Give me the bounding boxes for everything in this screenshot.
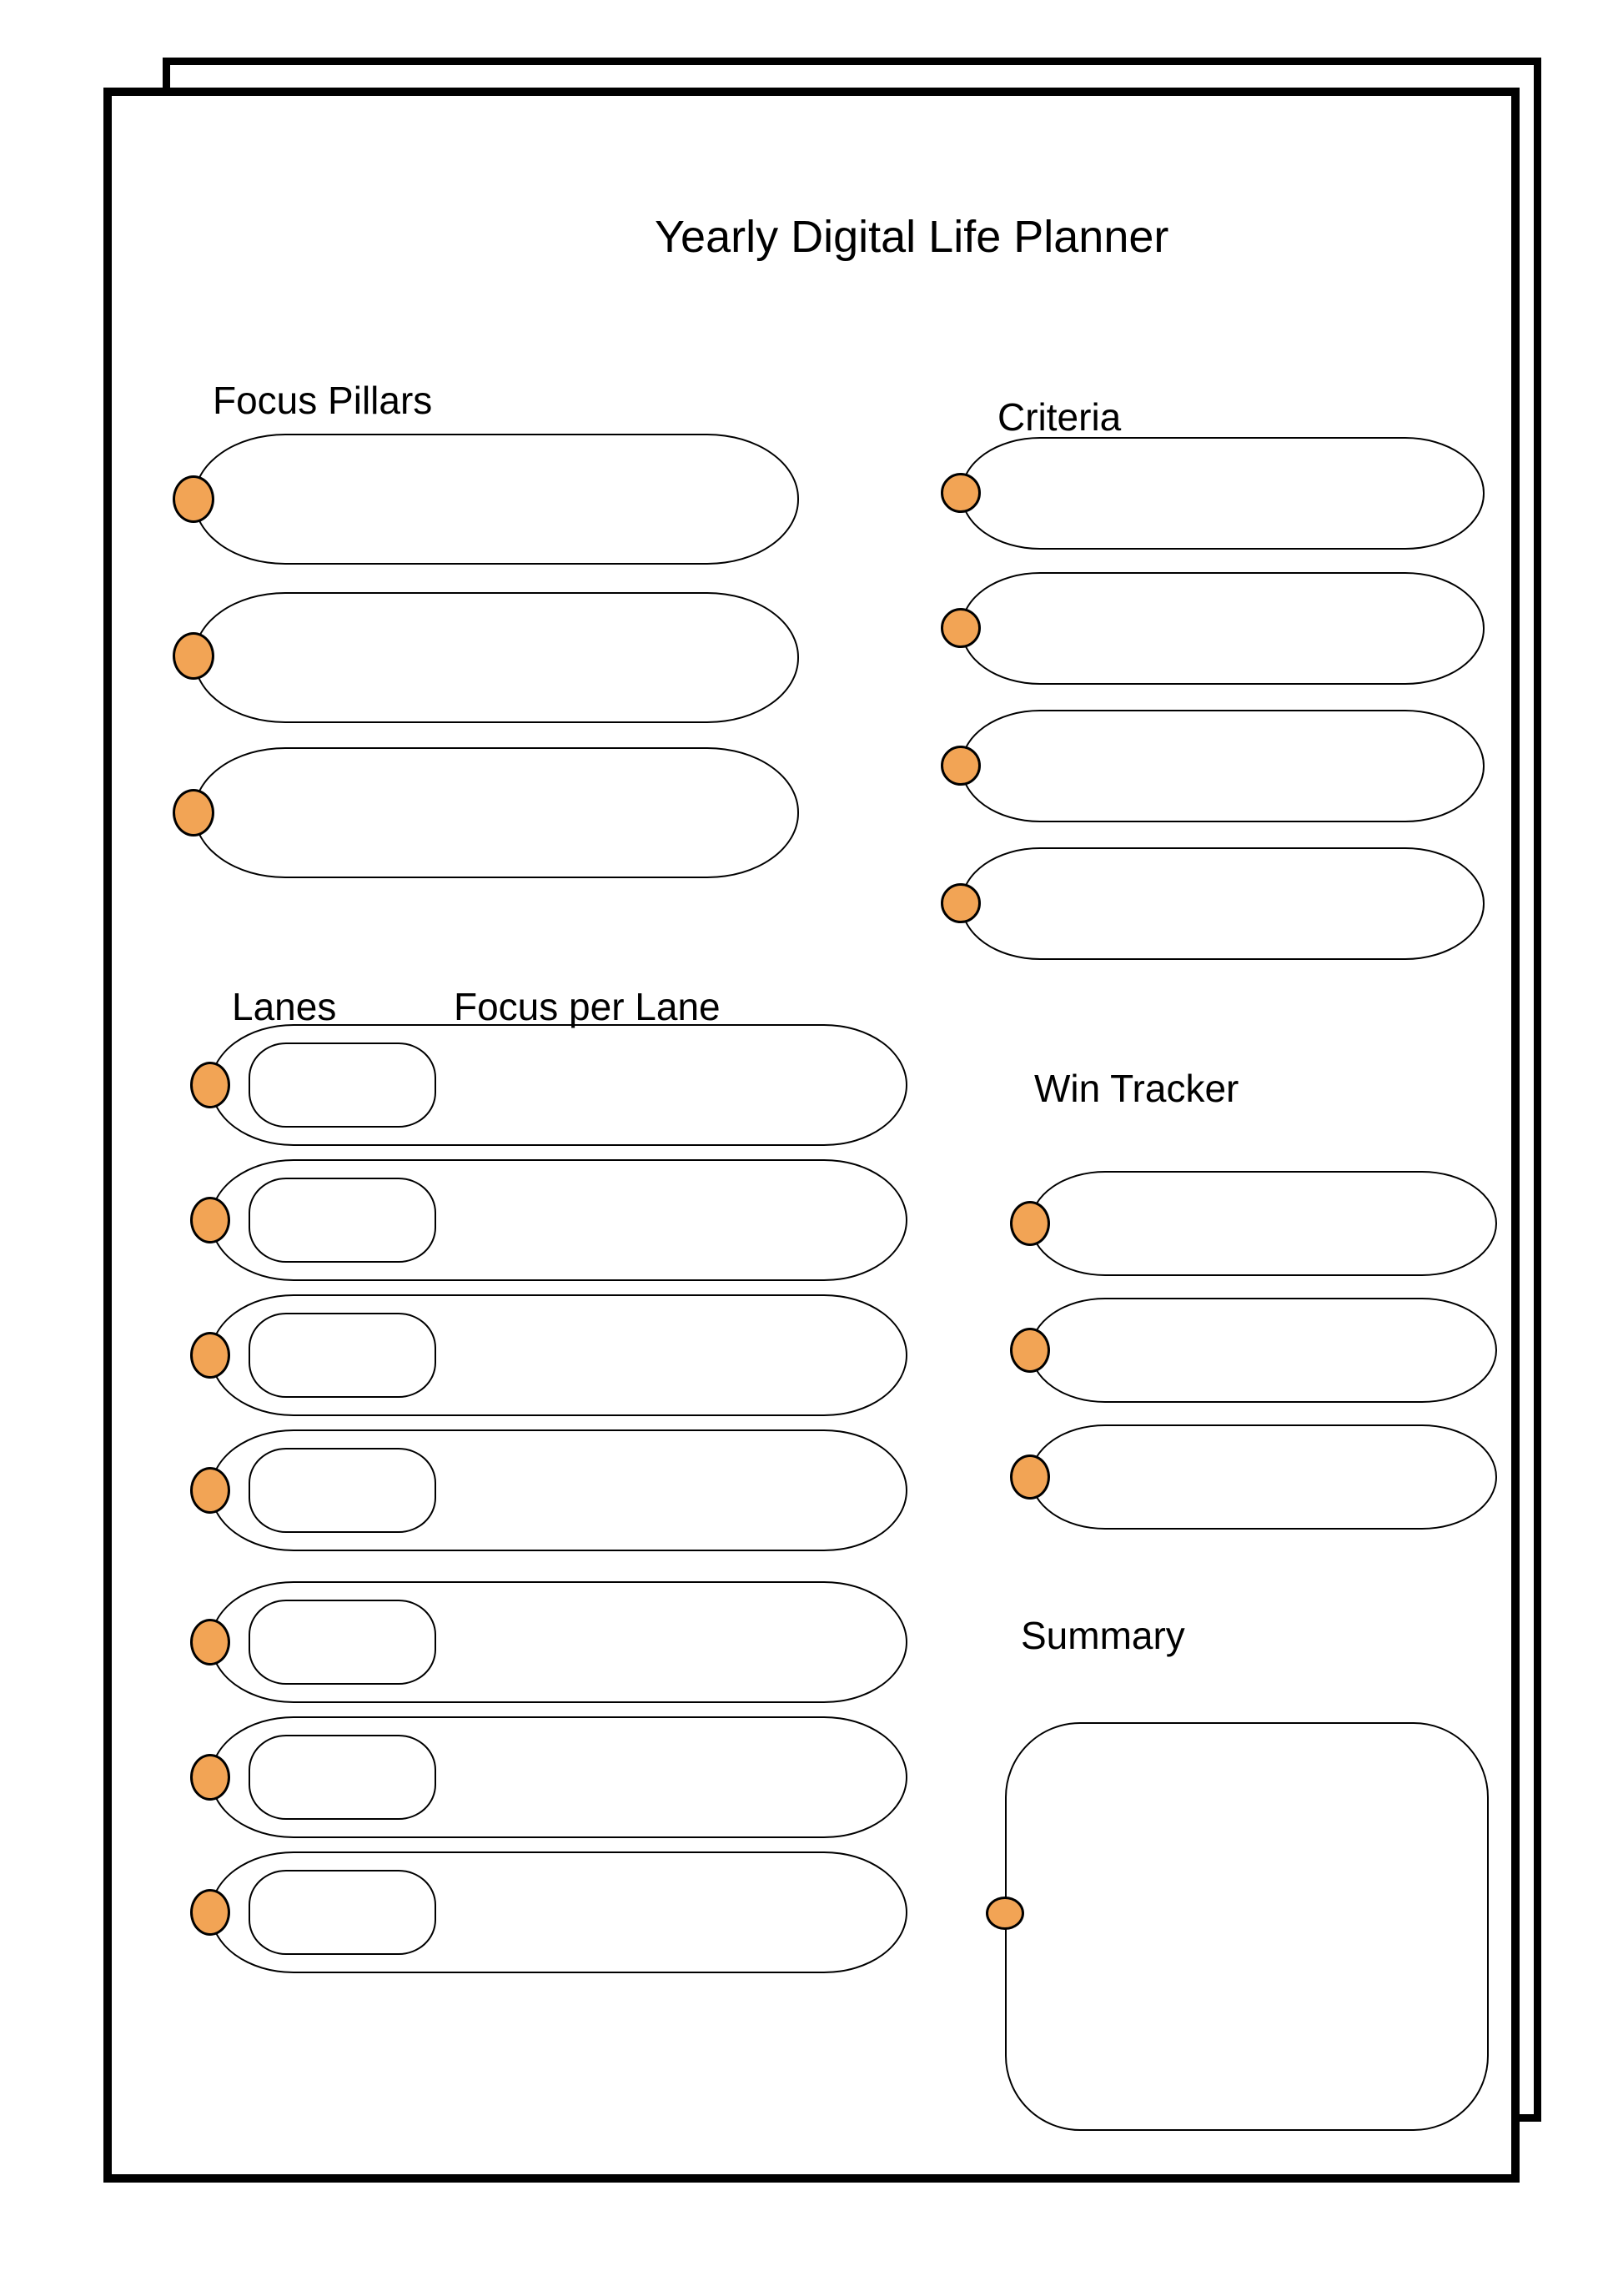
win-tracker-heading: Win Tracker	[1034, 1067, 1239, 1110]
win-tracker-slot[interactable]	[1030, 1424, 1497, 1530]
connector-dot-icon	[190, 1619, 230, 1665]
focus-pillars-heading: Focus Pillars	[213, 379, 433, 422]
lanes-heading: Lanes	[232, 985, 337, 1028]
connector-dot-icon	[941, 883, 981, 923]
focus-pillar-slot[interactable]	[193, 434, 799, 565]
lane-name-slot[interactable]	[249, 1313, 436, 1398]
focus-pillar-slot[interactable]	[193, 592, 799, 723]
focus-per-lane-heading: Focus per Lane	[454, 985, 721, 1028]
win-tracker-slot[interactable]	[1030, 1171, 1497, 1276]
connector-dot-icon	[173, 475, 214, 523]
lane-name-slot[interactable]	[249, 1600, 436, 1685]
connector-dot-icon	[190, 1467, 230, 1514]
lane-name-slot[interactable]	[249, 1178, 436, 1263]
connector-dot-icon	[941, 473, 981, 513]
connector-dot-icon	[190, 1889, 230, 1936]
connector-dot-icon	[173, 789, 214, 837]
connector-dot-icon	[1010, 1328, 1050, 1373]
connector-dot-icon	[190, 1332, 230, 1379]
focus-pillar-slot[interactable]	[193, 747, 799, 878]
lane-name-slot[interactable]	[249, 1735, 436, 1820]
connector-dot-icon	[190, 1754, 230, 1801]
page-title: Yearly Digital Life Planner	[655, 212, 1169, 262]
lane-name-slot[interactable]	[249, 1042, 436, 1128]
summary-box-slot[interactable]	[1005, 1722, 1489, 2131]
connector-dot-icon	[190, 1062, 230, 1108]
connector-dot-icon	[173, 632, 214, 680]
connector-dot-icon	[1010, 1454, 1050, 1500]
criteria-slot[interactable]	[961, 847, 1485, 960]
lane-name-slot[interactable]	[249, 1870, 436, 1955]
connector-dot-icon	[941, 746, 981, 786]
criteria-slot[interactable]	[961, 572, 1485, 685]
lane-name-slot[interactable]	[249, 1448, 436, 1533]
win-tracker-slot[interactable]	[1030, 1298, 1497, 1403]
criteria-slot[interactable]	[961, 710, 1485, 822]
connector-dot-icon	[190, 1197, 230, 1243]
connector-dot-icon	[941, 608, 981, 648]
criteria-slot[interactable]	[961, 437, 1485, 550]
criteria-heading: Criteria	[997, 395, 1122, 439]
summary-heading: Summary	[1021, 1614, 1185, 1657]
connector-dot-icon	[1010, 1201, 1050, 1246]
connector-dot-icon	[986, 1897, 1024, 1930]
